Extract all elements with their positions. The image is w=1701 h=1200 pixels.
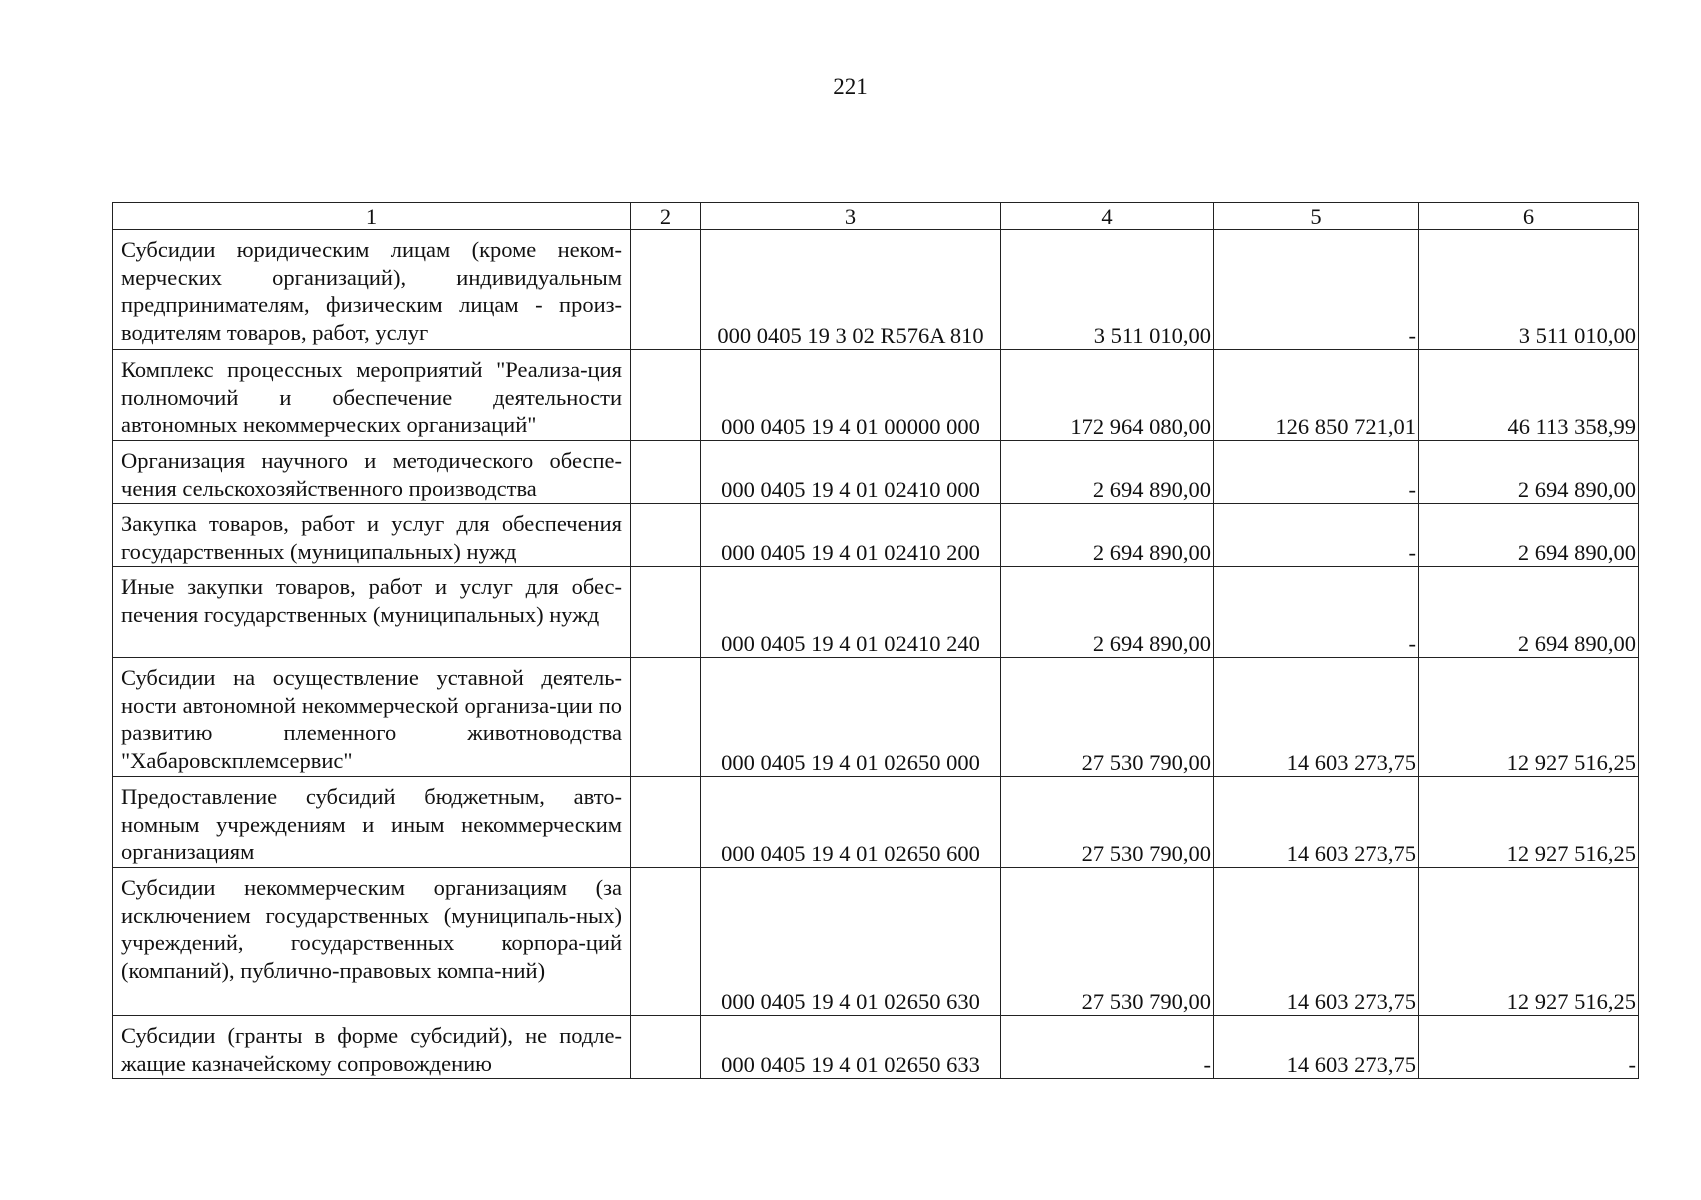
row-code: 000 0405 19 4 01 02650 630 [701, 868, 1001, 1016]
row-value-4: 27 530 790,00 [1001, 777, 1214, 868]
row-col2 [631, 350, 701, 441]
row-col2 [631, 441, 701, 504]
row-code: 000 0405 19 4 01 02650 633 [701, 1016, 1001, 1079]
table-header [113, 203, 1639, 230]
header-row [113, 203, 1639, 230]
row-code: 000 0405 19 4 01 02650 000 [701, 658, 1001, 777]
row-col2 [631, 1016, 701, 1079]
header-col-2: 2 [631, 203, 701, 230]
header-col-3: 3 [701, 203, 1001, 230]
row-col2 [631, 504, 701, 567]
header-col-4: 4 [1001, 203, 1214, 230]
row-name: Иные закупки товаров, работ и услуг для обес-печения государственных (муниципальных) нужд [113, 567, 631, 658]
row-value-6: 3 511 010,00 [1419, 230, 1639, 350]
row-code: 000 0405 19 4 01 02410 000 [701, 441, 1001, 504]
row-code: 000 0405 19 4 01 02410 240 [701, 567, 1001, 658]
row-value-4: 27 530 790,00 [1001, 868, 1214, 1016]
row-name: Закупка товаров, работ и услуг для обеспечения государственных (муниципальных) нужд [113, 504, 631, 567]
row-name: Субсидии на осуществление уставной деятель-ности автономной некоммерческой организа-ции по развитию племенного животноводства "Хабаровскплемсервис" [113, 658, 631, 777]
table-row [113, 658, 1639, 777]
row-value-4: 3 511 010,00 [1001, 230, 1214, 350]
row-code: 000 0405 19 4 01 00000 000 [701, 350, 1001, 441]
row-value-4: 27 530 790,00 [1001, 658, 1214, 777]
row-name: Предоставление субсидий бюджетным, авто-номным учреждениям и иным некоммерческим организациям [113, 777, 631, 868]
row-col2 [631, 868, 701, 1016]
row-value-6: 12 927 516,25 [1419, 868, 1639, 1016]
row-value-5: 126 850 721,01 [1214, 350, 1419, 441]
table-row [113, 230, 1639, 350]
row-code: 000 0405 19 4 01 02410 200 [701, 504, 1001, 567]
row-code: 000 0405 19 4 01 02650 600 [701, 777, 1001, 868]
table-row [113, 504, 1639, 567]
table-row [113, 441, 1639, 504]
row-value-5: 14 603 273,75 [1214, 1016, 1419, 1079]
table-row [113, 567, 1639, 658]
row-value-6: 12 927 516,25 [1419, 658, 1639, 777]
table-row [113, 1016, 1639, 1079]
table-row [113, 350, 1639, 441]
row-name: Организация научного и методического обеспе-чения сельскохозяйственного производства [113, 441, 631, 504]
row-value-6: 12 927 516,25 [1419, 777, 1639, 868]
row-value-5: 14 603 273,75 [1214, 868, 1419, 1016]
row-code: 000 0405 19 3 02 R576A 810 [701, 230, 1001, 350]
table-row [113, 777, 1639, 868]
row-value-5: - [1214, 230, 1419, 350]
row-value-4: 2 694 890,00 [1001, 504, 1214, 567]
row-value-6: 2 694 890,00 [1419, 441, 1639, 504]
row-value-5: - [1214, 567, 1419, 658]
row-value-5: 14 603 273,75 [1214, 658, 1419, 777]
row-name: Субсидии (гранты в форме субсидий), не подле-жащие казначейскому сопровождению [113, 1016, 631, 1079]
row-name: Комплекс процессных мероприятий "Реализа-ция полномочий и обеспечение деятельности автономных некоммерческих организаций" [113, 350, 631, 441]
row-value-6: 2 694 890,00 [1419, 567, 1639, 658]
row-value-6: 46 113 358,99 [1419, 350, 1639, 441]
row-col2 [631, 777, 701, 868]
page-number: 221 [833, 74, 868, 99]
table-body [113, 230, 1639, 1079]
row-value-6: 2 694 890,00 [1419, 504, 1639, 567]
row-name: Субсидии некоммерческим организациям (за исключением государственных (муниципаль-ных) учреждений, государственных корпора-ций (компаний), публично-правовых компа-ний) [113, 868, 631, 1016]
row-col2 [631, 567, 701, 658]
row-value-5: - [1214, 441, 1419, 504]
header-col-1: 1 [113, 203, 631, 230]
row-value-4: - [1001, 1016, 1214, 1079]
row-value-4: 2 694 890,00 [1001, 567, 1214, 658]
row-value-4: 172 964 080,00 [1001, 350, 1214, 441]
row-value-5: 14 603 273,75 [1214, 777, 1419, 868]
row-value-4: 2 694 890,00 [1001, 441, 1214, 504]
row-col2 [631, 230, 701, 350]
row-col2 [631, 658, 701, 777]
table-row [113, 868, 1639, 1016]
header-col-6: 6 [1419, 203, 1639, 230]
row-value-5: - [1214, 504, 1419, 567]
header-col-5: 5 [1214, 203, 1419, 230]
row-value-6: - [1419, 1016, 1639, 1079]
budget-table [112, 202, 1639, 1079]
row-name: Субсидии юридическим лицам (кроме неком-мерческих организаций), индивидуальным предпринимателям, физическим лицам - произ-водителям товаров, работ, услуг [113, 230, 631, 350]
